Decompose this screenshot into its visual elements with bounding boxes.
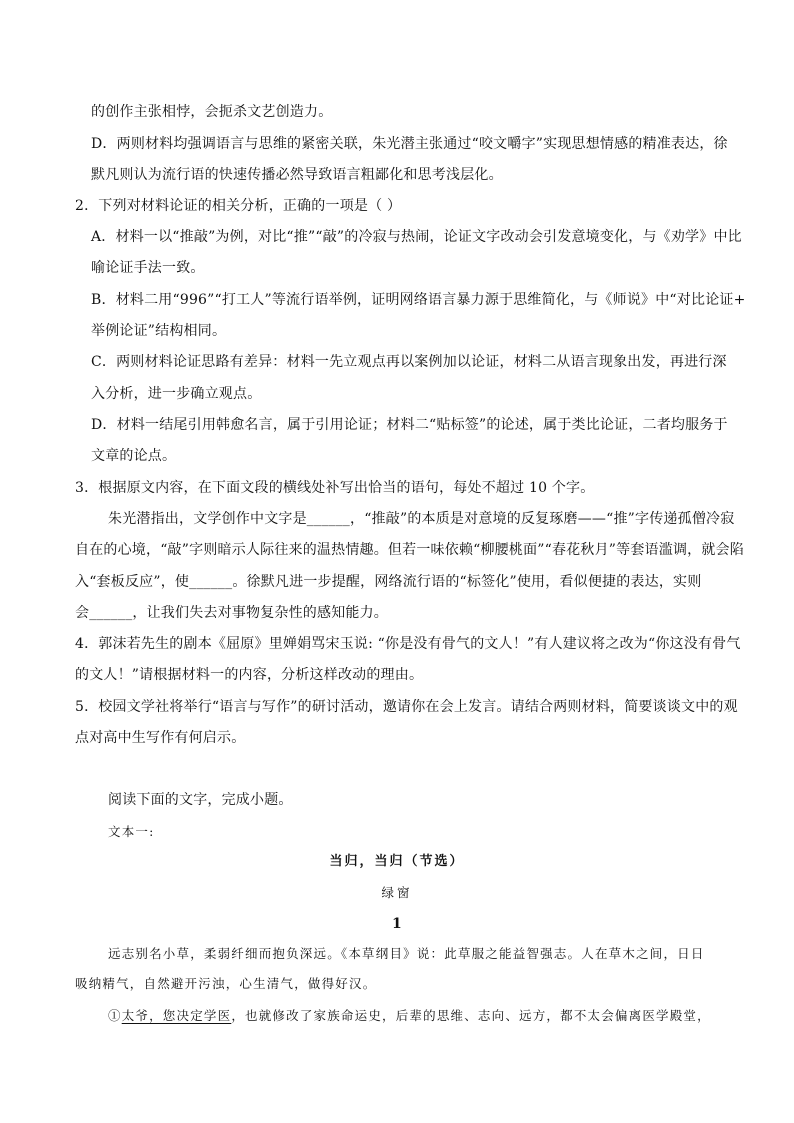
circled-number-1: ① [108, 1008, 122, 1023]
paragraph-2-text: ，也就修改了家族命运史，后辈的思维、志向、远方，都不太会偏离医学殿堂， [231, 1008, 711, 1023]
question-5-line-1: 5．校园文学社将举行“语言与写作”的研讨活动，邀请你在会上发言。请结合两则材料，简要谈谈文中的观 [75, 699, 738, 715]
text-label: 文本一: [108, 824, 155, 839]
question-2-stem: 2．下列对材料论证的相关分析，正确的一项是（ ） [75, 198, 402, 214]
underlined-sentence-1: 太爷，您决定学医 [121, 1008, 232, 1023]
q2-option-c-line-2: 入分析，进一步确立观点。 [91, 386, 262, 402]
option-d-line-1: D．两则材料均强调语言与思维的紧密关联，朱光潜主张通过“咬文嚼字”实现思想情感的精准表达，徐 [91, 136, 728, 152]
q3-passage-line-1: 朱光潜指出，文学创作中文字是______，“推敲”的本质是对意境的反复琢磨——“推”字传递孤僧冷寂 [108, 511, 735, 527]
option-d-line-2: 默凡则认为流行语的快速传播必然导致语言粗鄙化和思考浅层化。 [91, 167, 503, 183]
q2-option-b-line-1: B．材料二用“996”“打工人”等流行语举例，证明网络语言暴力源于思维简化，与《师说》中“对比论证+ [91, 292, 746, 308]
q3-passage-line-4: 会______，让我们失去对事物复杂性的感知能力。 [75, 605, 388, 621]
paragraph-2-line-1 [108, 1006, 711, 1026]
reading-instruction: 阅读下面的文字，完成小题。 [108, 792, 293, 808]
paragraph-1-line-1: 远志别名小草，柔弱纤细而抱负深远。《本草纲目》说：此草服之能益智强志。人在草木之间，日日 [108, 946, 705, 961]
q2-option-c-line-1: C．两则材料论证思路有差异：材料一先立观点再以案例加以论证，材料二从语言现象出发，再进行深 [91, 354, 727, 370]
section-number: 1 [392, 916, 402, 932]
q2-option-a-line-1: A．材料一以“推敲”为例，对比“推”“敲”的冷寂与热闹，论证文字改动会引发意境变化，与《劝学》中比 [91, 229, 742, 245]
question-4-line-1: 4．郭沫若先生的剧本《屈原》里婵娟骂宋玉说: “你是没有骨气的文人！”有人建议将之改为“你这没有骨气 [75, 636, 741, 652]
question-4-line-2: 的文人！”请根据材料一的内容，分析这样改动的理由。 [75, 667, 424, 683]
q3-passage-line-3: 入“套板反应”，使______。徐默凡进一步提醒，网络流行语的“标签化”使用，看似便捷的表达，实则 [75, 574, 702, 590]
article-title: 当归，当归（节选） [329, 854, 465, 869]
q2-option-a-line-2: 喻论证手法一致。 [91, 260, 205, 276]
question-5-line-2: 点对高中生写作有何启示。 [75, 730, 246, 746]
paragraph-1-line-2: 吸纳精气，自然避开污浊，心生清气，做得好汉。 [75, 976, 377, 991]
q2-option-d-line-1: D．材料一结尾引用韩愈名言，属于引用论证；材料二“贴标签”的论述，属于类比论证，二者均服务于 [91, 417, 728, 433]
q2-option-d-line-2: 文章的论点。 [91, 448, 177, 464]
q2-option-b-line-2: 举例论证”结构相同。 [91, 323, 227, 339]
q3-passage-line-2: 自在的心境，“敲”字则暗示人际往来的温热情趣。但若一味依赖“柳腰桃面”“春花秋月”等套语滥调，就会陷 [75, 542, 744, 558]
option-c-continuation: 的创作主张相悖，会扼杀文艺创造力。 [91, 104, 333, 120]
question-3-stem: 3．根据原文内容，在下面文段的横线处补写出恰当的语句，每处不超过 10 个字。 [75, 480, 595, 496]
article-author: 绿窗 [381, 885, 413, 900]
